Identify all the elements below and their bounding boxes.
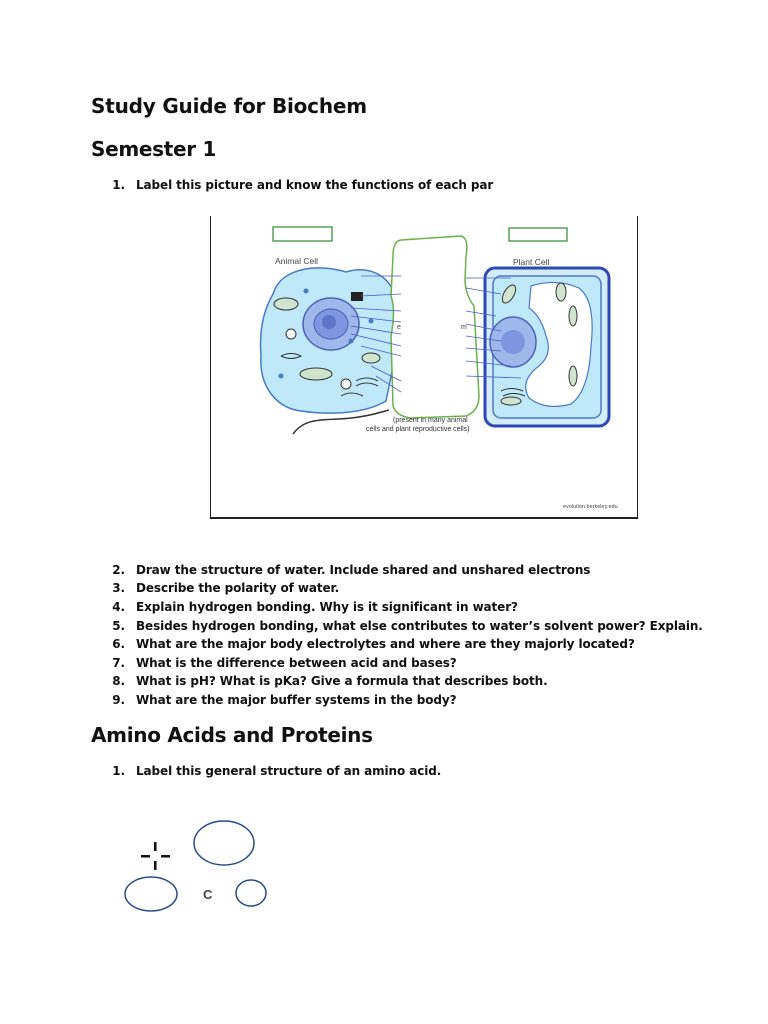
label-circle [236, 880, 266, 906]
label-circle [125, 877, 177, 911]
question-number: 1. [112, 178, 125, 192]
question-number: 1. [112, 764, 125, 778]
question-text: Besides hydrogen bonding, what else contributes to water’s solvent power? Explain. [136, 619, 703, 633]
question-text: What is pH? What is pKa? Give a formula that describes both. [136, 674, 548, 688]
question-number: 7. [112, 656, 125, 670]
section-heading-semester-1: Semester 1 [91, 137, 217, 161]
label-box [509, 228, 567, 241]
question-text: Draw the structure of water. Include shared and unshared electrons [136, 563, 591, 577]
question-text: What are the major buffer systems in the body? [136, 693, 457, 707]
amino-acid-diagram [115, 815, 285, 915]
question-number: 5. [112, 619, 125, 633]
question-number: 6. [112, 637, 125, 651]
question-number: 4. [112, 600, 125, 614]
label-box [273, 227, 332, 241]
question-text: Label this general structure of an amino acid. [136, 764, 442, 778]
plant-cell-label: Plant Cell [513, 257, 550, 267]
section-heading-amino-acids: Amino Acids and Proteins [91, 723, 373, 747]
question-text: Describe the polarity of water. [136, 581, 340, 595]
figure-caption-line: cells and plant reproductive cells) [366, 426, 470, 433]
question-text: Explain hydrogen bonding. Why is it significant in water? [136, 600, 518, 614]
figure-label-fragment: m [461, 324, 467, 331]
question-text: What are the major body electrolytes and where are they majorly located? [136, 637, 635, 651]
carbon-label: C [203, 887, 213, 902]
figure-credit: evolution.berkeley.edu [563, 504, 618, 510]
question-text: What is the difference between acid and bases? [136, 656, 457, 670]
page-title: Study Guide for Biochem [91, 94, 367, 118]
question-text: Label this picture and know the functions of each par [136, 178, 494, 192]
question-number: 3. [112, 581, 125, 595]
figure-caption-line: (present in many animal [393, 417, 468, 424]
question-number: 8. [112, 674, 125, 688]
label-circle [194, 821, 254, 865]
question-number: 9. [112, 693, 125, 707]
question-number: 2. [112, 563, 125, 577]
figure-label-fragment: e [397, 324, 401, 331]
cell-diagram [210, 216, 638, 519]
animal-cell-label: Animal Cell [275, 256, 318, 266]
